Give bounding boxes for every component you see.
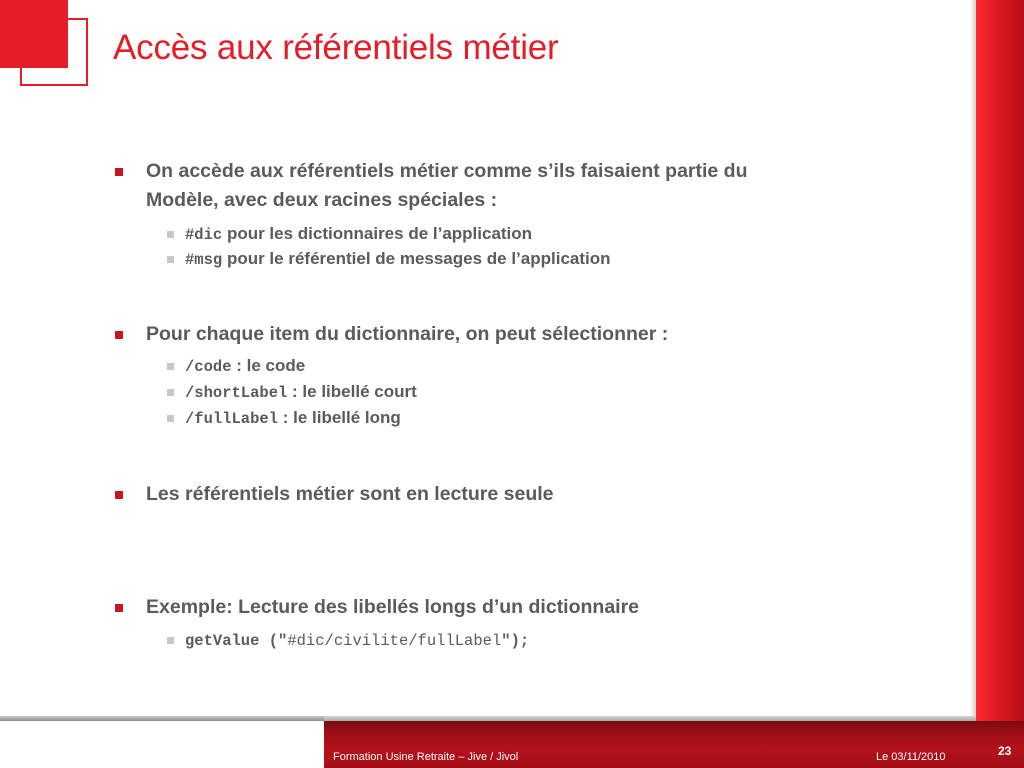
footer-bar [324,721,1024,768]
grey-square-bullet-icon [167,363,174,370]
sub-bullet-text: : le libellé court [287,382,417,401]
sub-bullet-text: pour les dictionnaires de l’application [222,224,533,243]
grey-square-bullet-icon [167,637,174,644]
slide-title: Accès aux référentiels métier [113,28,559,67]
grey-square-bullet-icon [167,256,174,263]
red-square-bullet-icon [115,604,123,612]
footer-course-title: Formation Usine Retraite – Jive / Jivol [333,751,519,763]
sub-bullet-text: : le libellé long [278,408,401,427]
code-string: #dic/civilite/fullLabel [287,632,502,650]
red-square-bullet-icon [115,491,123,499]
red-square-bullet-icon [115,331,123,339]
bullet-text: Modèle, avec deux racines spéciales : [146,189,498,211]
bullet-text: Les référentiels métier sont en lecture seule [146,483,554,505]
red-square-bullet-icon [115,168,123,176]
bullet-text: Pour chaque item du dictionnaire, on peut sélectionner : [146,323,669,345]
sub-bullet-text: pour le référentiel de messages de l’application [222,249,611,268]
sub-bullet-text: : le code [231,356,306,375]
code-token: #dic [185,226,223,244]
bullet-text: On accède aux référentiels métier comme s’ils faisaient partie du [146,160,748,182]
bottom-divider-left [0,716,324,721]
grey-square-bullet-icon [167,231,174,238]
code-token: "); [501,632,530,650]
code-token: getValue (" [185,632,288,650]
footer-date: Le 03/11/2010 [876,751,946,763]
right-red-band [976,0,1024,768]
bullet-text: Exemple: Lecture des libellés longs d’un dictionnaire [146,596,640,618]
grey-square-bullet-icon [167,415,174,422]
code-token: /shortLabel [185,384,288,402]
code-token: /code [185,358,232,376]
grey-square-bullet-icon [167,389,174,396]
page-number: 23 [998,744,1012,758]
code-token: /fullLabel [185,410,279,428]
code-token: #msg [185,251,223,269]
